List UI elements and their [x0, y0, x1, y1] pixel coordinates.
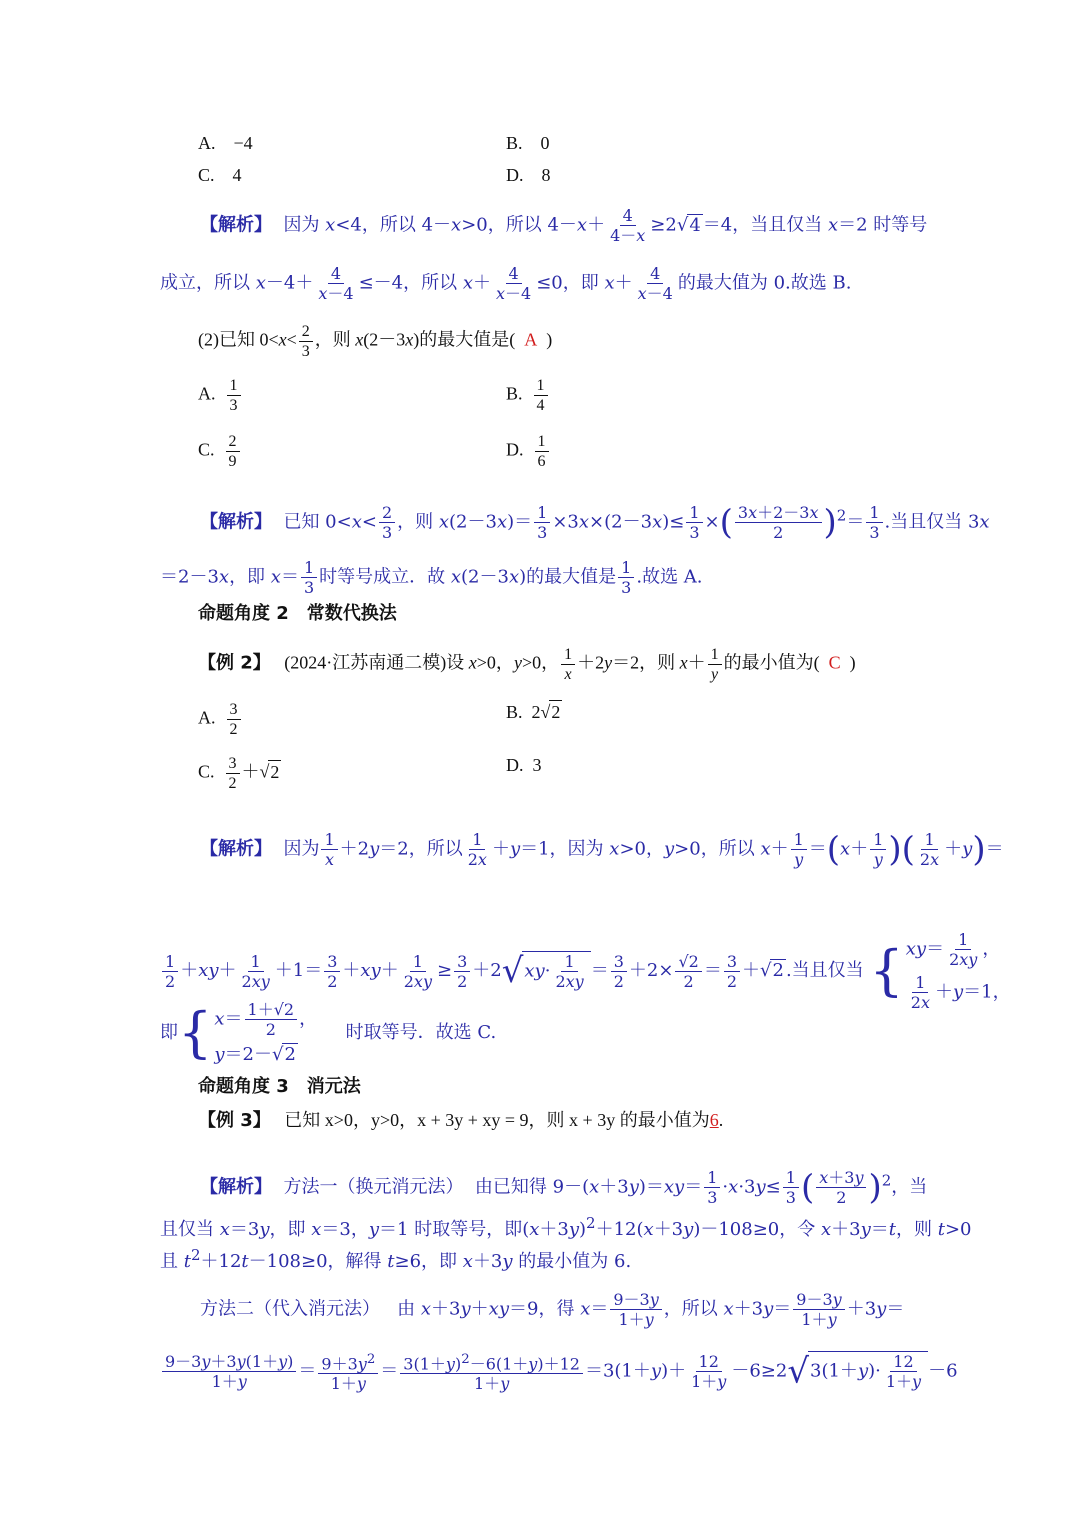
- ex2-option-c: C. $\frac{3}{2}$ ＋√2: [198, 755, 280, 792]
- analysis-tag: 【解析】: [200, 214, 272, 236]
- question-2-stem: (2)已知 0<x< $\frac{2}{3}$ ，则 x(2－3x)的最大值是( A ): [198, 323, 553, 360]
- analysis-3-line3: 即 { x＝ $\frac{1+√2}{2}$ ， y＝2－√2 时取等号．故选 C.: [160, 1000, 497, 1065]
- example-3-tag: 【例 3】: [198, 1110, 271, 1131]
- q2-option-d: D. $\frac{1}{6}$: [506, 432, 551, 471]
- section-title-3: 命题角度 3 消元法: [198, 1076, 361, 1097]
- ex2-option-b: B. 2√2: [506, 702, 561, 722]
- q2-option-b: B. $\frac{1}{4}$: [506, 376, 550, 415]
- analysis-4-line1: 【解析】 方法一（换元消元法） 由已知得 9－(x＋3y)＝xy＝ $\frac{1}{3}$ ·x·3y≤ $\frac{1}{3}$ ( $\frac{x+3y}{2}$ )$^2$，当: [200, 1167, 928, 1208]
- answer-q2: A: [524, 329, 538, 350]
- q2-option-c: C. $\frac{2}{9}$: [198, 432, 242, 471]
- example-2-tag: 【例 2】: [198, 652, 271, 674]
- analysis-1-line1: 【解析】 因为 x<4，所以 4－x>0，所以 4－x＋ $\frac{4}{4-x}$ ≥2√4 ＝4，当且仅当 x＝2 时等号: [200, 206, 928, 245]
- analysis-4-line3: 且 $t^2+12t-108\ge 0$，解得 t≥6，即 x＋3y 的最小值为 6.: [160, 1246, 632, 1272]
- example-2-stem: 【例 2】 (2024·江苏南通二模)设 x>0，y>0， $\frac{1}{x}$ ＋2y＝2，则 x＋ $\frac{1}{y}$ 的最小值为( C ): [198, 646, 856, 683]
- analysis-3-line2: $\frac{1}{2}$ ＋xy＋ $\frac{1}{2xy}$ ＋1＝ $\frac{3}{2}$ ＋xy＋ $\frac{1}{2xy}$ ≥ $\frac{3}{2}$ ＋2√xy· $\frac{1}{2xy}$ ＝ $\frac{3}{2}$ ＋2× $\frac{√2}{2}$ ＝ $\frac{3}{2}$ ＋√2 .当且仅当 { xy＝ $\frac{1}{2xy}$ ， $\frac{1}{2x}$ ＋y＝1，: [160, 930, 1011, 1012]
- ex2-option-a: A. $\frac{3}{2}$: [198, 700, 243, 739]
- option-a: A. −4: [198, 133, 253, 153]
- method-2-line1: 方法二（代入消元法） 由 x＋3y＋xy＝9，得 x＝ $\frac{9-3y}{1+y}$ ，所以 x＋3y＝ $\frac{9-3y}{1+y}$ ＋3y＝: [200, 1290, 905, 1329]
- option-d: D. 8: [506, 165, 551, 185]
- answer-ex2: C: [828, 652, 841, 673]
- option-c: C. 4: [198, 165, 242, 185]
- option-b: B. 0: [506, 133, 550, 153]
- ex2-option-d: D. 3: [506, 755, 542, 775]
- analysis-2-line2: ＝2－3x，即 x＝ $\frac{1}{3}$ 时等号成立．故 x(2－3x)的最大值是 $\frac{1}{3}$ .故选 A.: [160, 558, 703, 597]
- section-title-2: 命题角度 2 常数代换法: [198, 603, 397, 624]
- q2-option-a: A. $\frac{1}{3}$: [198, 376, 243, 415]
- analysis-2-line1: 【解析】 已知 0<x< $\frac{2}{3}$ ，则 x(2－3x)＝ $\frac{1}{3}$ ×3x×(2－3x)≤ $\frac{1}{3}$ ×( $\frac{3x+2-3x}{2}$ )$^2$＝ $\frac{1}{3}$ .当且仅当 3x: [200, 502, 990, 543]
- analysis-3-line1: 【解析】 因为 $\frac{1}{x}$ ＋2y＝2，所以 $\frac{1}{2x}$ ＋y＝1，因为 x>0，y>0，所以 x＋ $\frac{1}{y}$ ＝(x＋ $\frac{1}{y}$ )( $\frac{1}{2x}$ ＋y)＝: [200, 829, 1004, 870]
- analysis-1-line2: 成立，所以 x－4＋ $\frac{4}{x-4}$ ≤－4，所以 x＋ $\frac{4}{x-4}$ ≤0，即 x＋ $\frac{4}{x-4}$ 的最大值为 0.故选 B.: [160, 264, 852, 303]
- answer-ex3: 6: [709, 1110, 719, 1130]
- example-3-stem: 【例 3】 已知 x>0，y>0，x + 3y + xy = 9，则 x + 3y 的最小值为6.: [198, 1110, 724, 1131]
- analysis-4-line2: 且仅当 x＝3y，即 x＝3，y＝1 时取等号，即$(x+3y)^2+12(x+3y)-108\ge 0$，令 x＋3y＝t，则 t>0: [160, 1214, 972, 1240]
- method-2-line2: $\frac{9-3y+3y(1+y)}{1+y}$ ＝ $\frac{9+3y^2}{1+y}$ ＝ $\frac{3(1+y)^2-6(1+y)+12}{1+y}$ ＝3(1＋y)＋ $\frac{12}{1+y}$ －6≥2√3(1＋y)· $\frac{12}{1+y}$ －6: [160, 1350, 958, 1393]
